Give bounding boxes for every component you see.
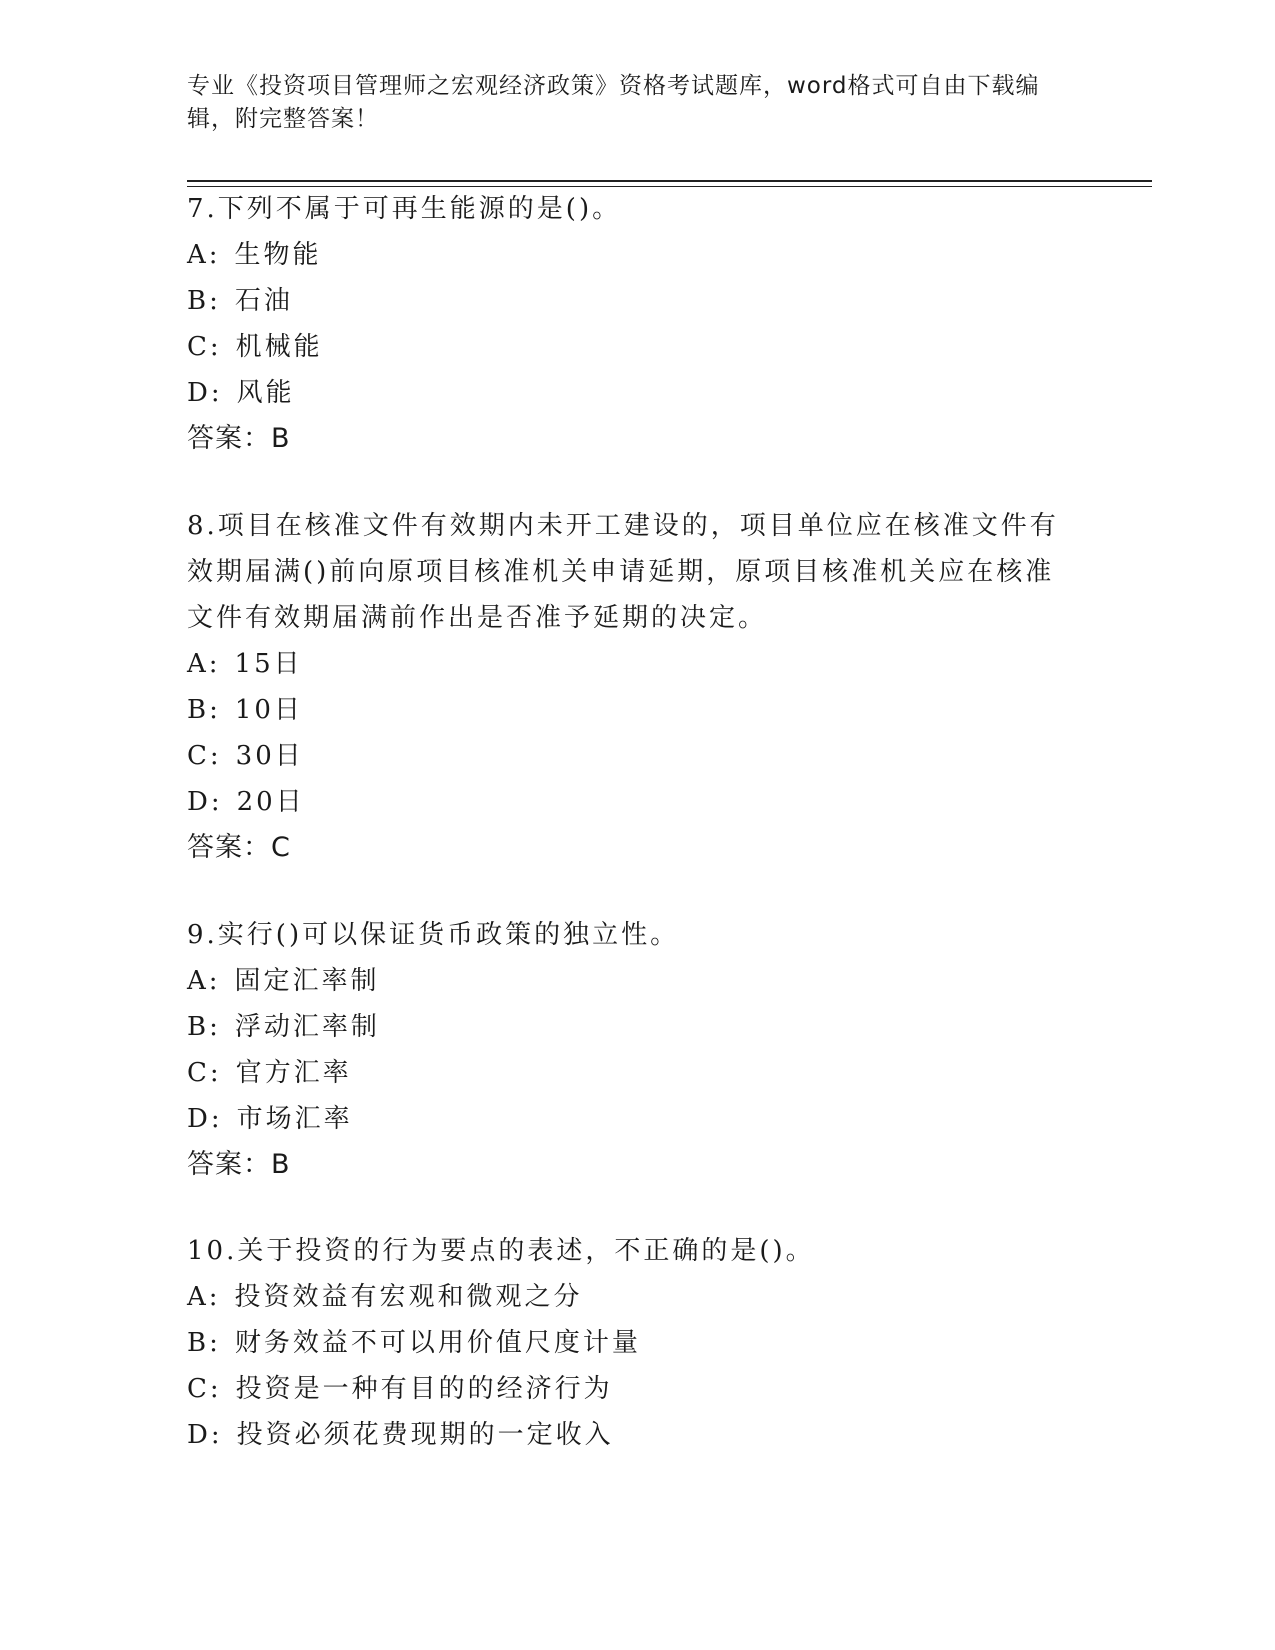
option-b bbox=[187, 1320, 1067, 1366]
option-key: A: bbox=[187, 240, 221, 270]
option-text: 20日 bbox=[236, 787, 305, 817]
option-text: 机械能 bbox=[235, 332, 323, 362]
option-a bbox=[187, 641, 1067, 687]
option-a bbox=[187, 232, 1067, 278]
option-text: 固定汇率制 bbox=[234, 966, 380, 996]
option-text: 风能 bbox=[236, 378, 295, 408]
question-block-10 bbox=[187, 1228, 1067, 1458]
option-c bbox=[187, 1050, 1067, 1096]
option-key: A: bbox=[187, 649, 221, 679]
option-c bbox=[187, 1366, 1067, 1412]
header-divider-thick bbox=[187, 180, 1152, 182]
option-c bbox=[187, 733, 1067, 779]
option-d bbox=[187, 779, 1067, 825]
option-key: B: bbox=[187, 1012, 221, 1042]
answer-line: 答案：C bbox=[187, 832, 291, 863]
question-block-8 bbox=[187, 503, 1067, 871]
option-key: C: bbox=[187, 741, 222, 771]
option-text: 官方汇率 bbox=[235, 1058, 352, 1088]
option-key: A: bbox=[187, 1282, 221, 1312]
option-text: 投资是一种有目的的经济行为 bbox=[235, 1374, 613, 1404]
question-stem: 8.项目在核准文件有效期内未开工建设的，项目单位应在核准文件有效期届满()前向原项目核准机关申请延期，原项目核准机关应在核准文件有效期届满前作出是否准予延期的决定。 bbox=[187, 511, 1059, 633]
option-key: C: bbox=[187, 332, 222, 362]
question-block-9 bbox=[187, 912, 1067, 1188]
question-block-7 bbox=[187, 186, 1067, 462]
option-text: 投资必须花费现期的一定收入 bbox=[236, 1420, 614, 1450]
question-stem: 9.实行()可以保证货币政策的独立性。 bbox=[187, 920, 680, 950]
answer-line: 答案：B bbox=[187, 423, 291, 454]
option-text: 财务效益不可以用价值尺度计量 bbox=[234, 1328, 641, 1358]
option-key: D: bbox=[187, 787, 223, 817]
option-b bbox=[187, 1004, 1067, 1050]
option-key: B: bbox=[187, 1328, 221, 1358]
option-c bbox=[187, 324, 1067, 370]
option-key: C: bbox=[187, 1374, 222, 1404]
option-d bbox=[187, 1412, 1067, 1458]
option-d bbox=[187, 370, 1067, 416]
option-b bbox=[187, 687, 1067, 733]
option-text: 生物能 bbox=[234, 240, 322, 270]
option-text: 15日 bbox=[234, 649, 303, 679]
option-key: B: bbox=[187, 695, 221, 725]
document-header: 专业《投资项目管理师之宏观经济政策》资格考试题库，word格式可自由下载编辑，附完整答案！ bbox=[187, 73, 1040, 132]
question-stem: 7.下列不属于可再生能源的是()。 bbox=[187, 194, 622, 224]
option-text: 10日 bbox=[234, 695, 303, 725]
option-key: B: bbox=[187, 286, 221, 316]
option-d bbox=[187, 1096, 1067, 1142]
option-text: 石油 bbox=[234, 286, 293, 316]
option-key: D: bbox=[187, 1104, 223, 1134]
option-text: 30日 bbox=[235, 741, 304, 771]
option-b bbox=[187, 278, 1067, 324]
option-key: C: bbox=[187, 1058, 222, 1088]
option-key: A: bbox=[187, 966, 221, 996]
option-text: 浮动汇率制 bbox=[234, 1012, 380, 1042]
answer-line: 答案：B bbox=[187, 1149, 291, 1180]
option-a bbox=[187, 958, 1067, 1004]
option-key: D: bbox=[187, 378, 223, 408]
question-stem: 10.关于投资的行为要点的表述，不正确的是()。 bbox=[187, 1236, 815, 1266]
option-text: 市场汇率 bbox=[236, 1104, 353, 1134]
option-key: D: bbox=[187, 1420, 223, 1450]
option-text: 投资效益有宏观和微观之分 bbox=[234, 1282, 583, 1312]
option-a bbox=[187, 1274, 1067, 1320]
